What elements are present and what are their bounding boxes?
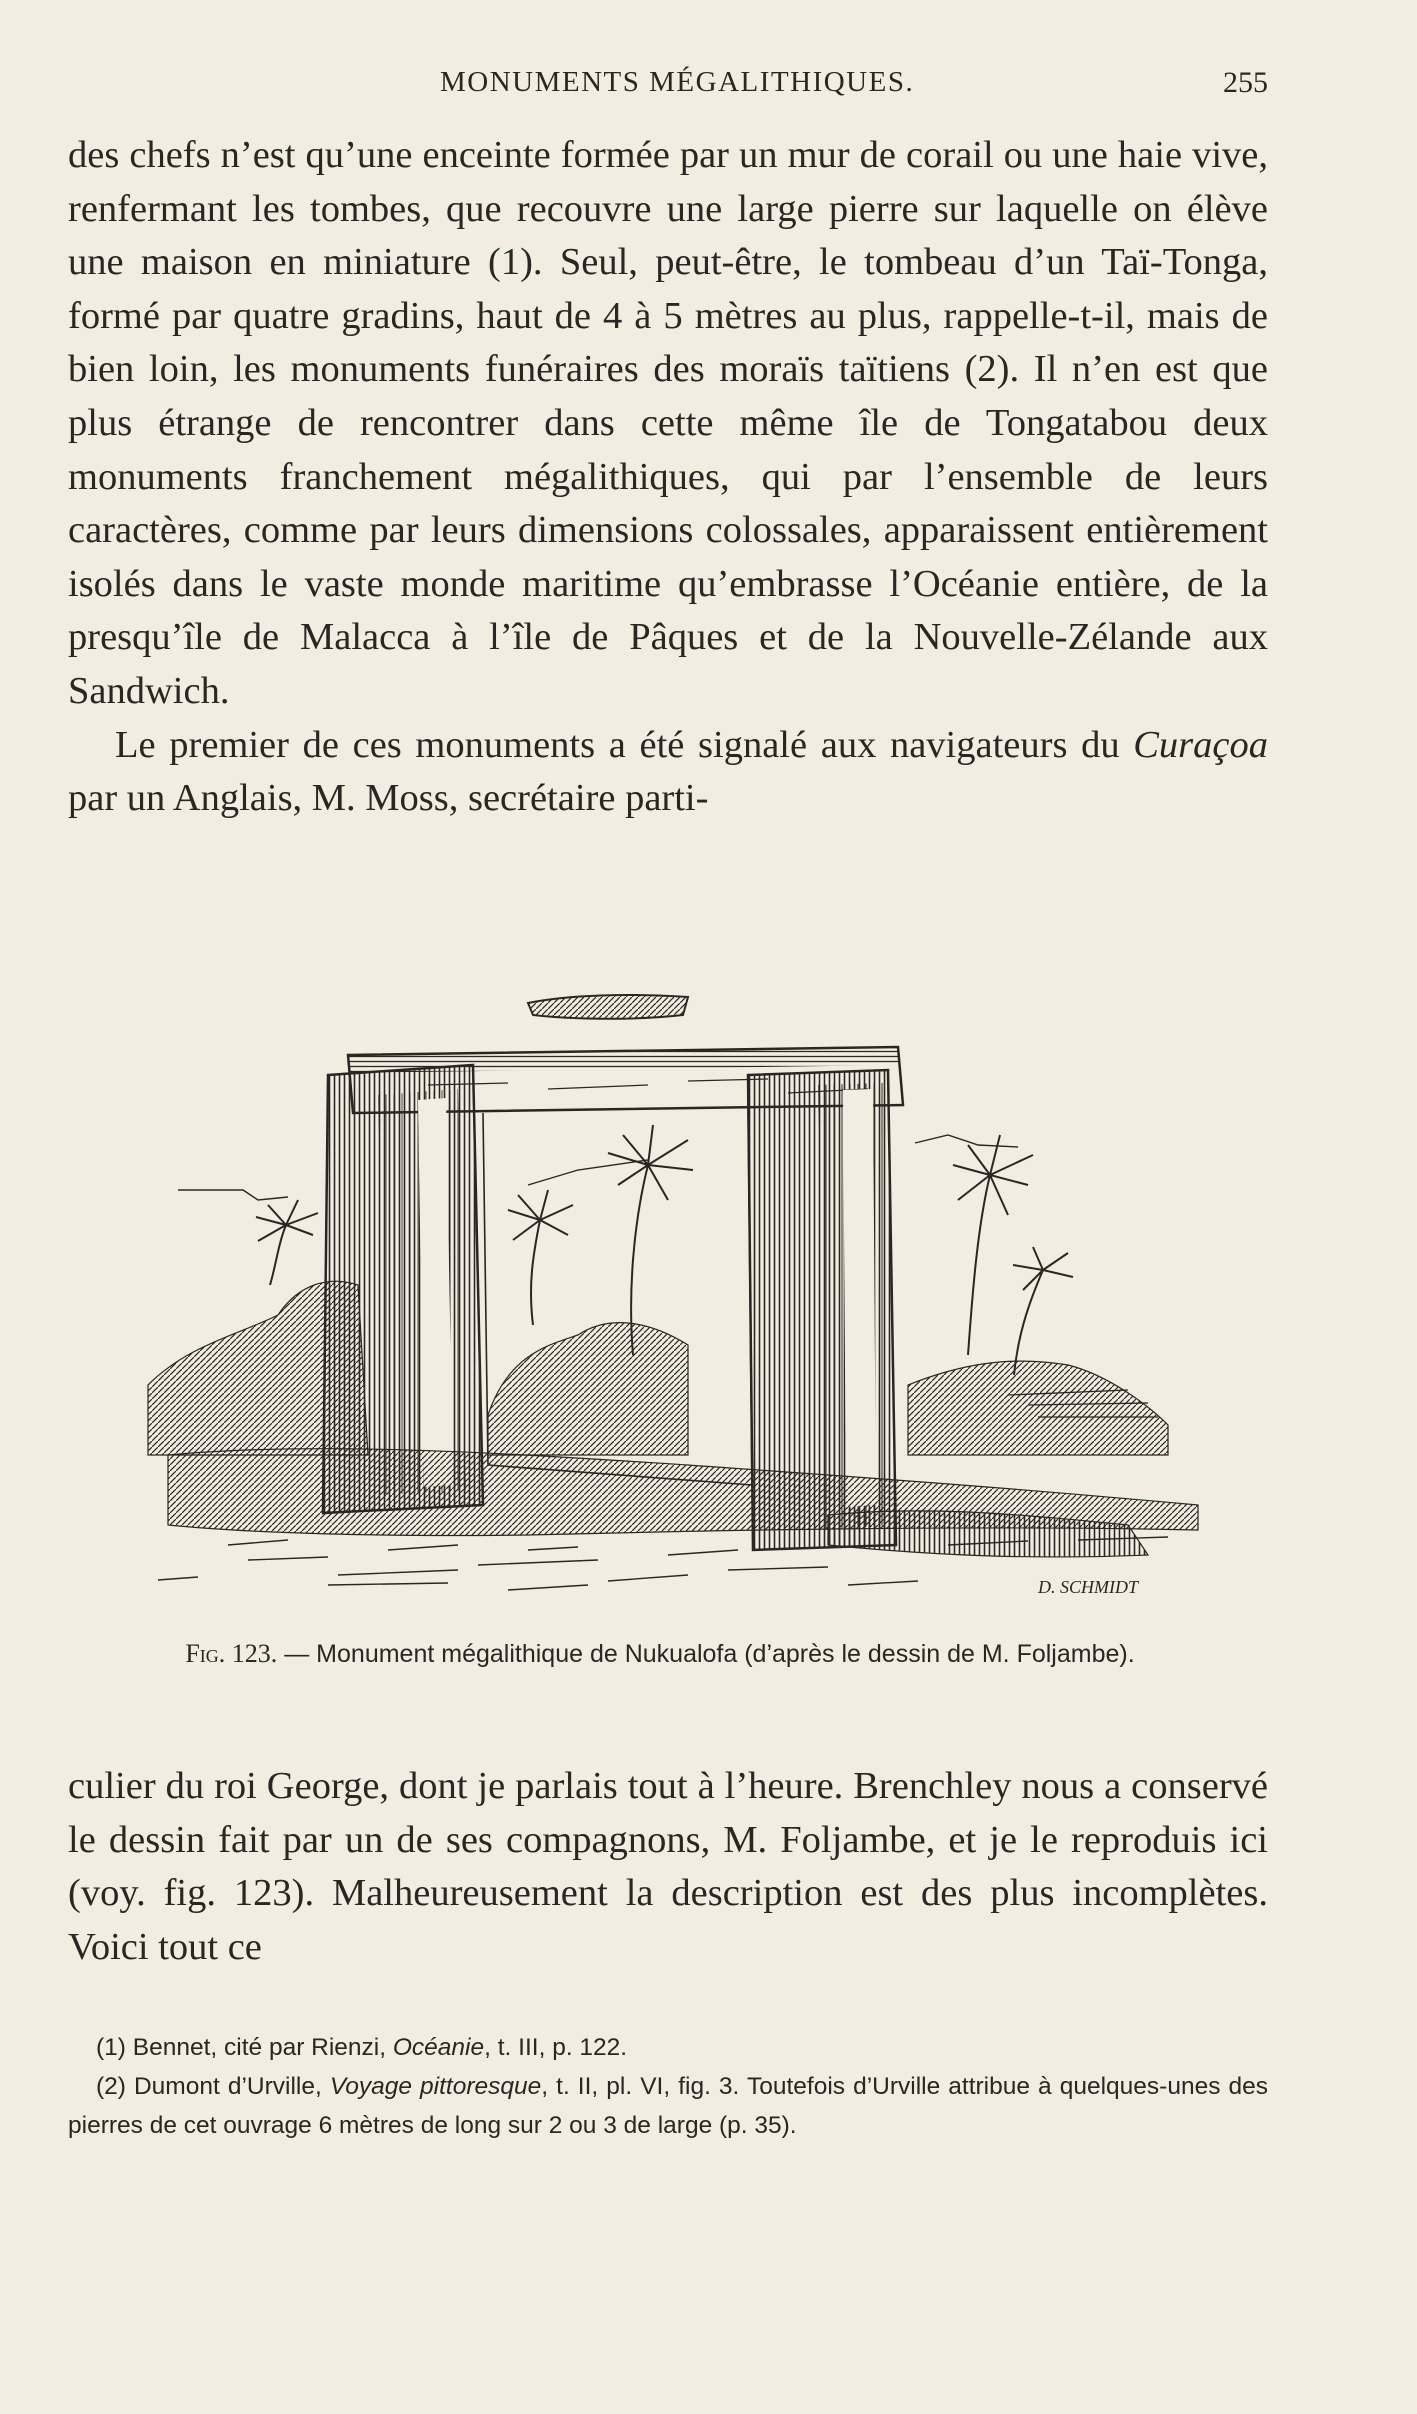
figure-caption (160, 1636, 1160, 1672)
paragraph: culier du roi George, dont je parlais tout à l’heure. Brenchley nous a conservé le dessin fait par un de ses compagnons, M. Foljambe, et je le reproduis ici (voy. fig. 123). Malheureusement la description est des plus incomplètes. Voici tout ce (68, 1765, 1268, 1968)
palm-right-tall (953, 1135, 1033, 1355)
figure-engraving (128, 985, 1228, 1605)
ship-name: Curaçoa (1133, 723, 1268, 766)
figure-caption-text: — Monument mégalithique de Nukualofa (d’après le dessin de M. Foljambe). (284, 1640, 1135, 1668)
paragraph: des chefs n’est qu’une enceinte formée par un mur de corail ou une haie vive, renfermant les tombes, que recouvre une large pierre sur laquelle on élève une maison en miniature (1). Seul, peut-être, le tombeau d’un Taï-Tonga, formé par quatre gradins, haut de 4 à 5 mètres au plus, rappelle-t-il, mais de bien loin, les monuments funéraires des moraïs taïtiens (2). Il n’en est que plus étrange de rencontrer dans cette même île de Tongatabou deux monuments franchement mégalithiques, qui par l’ensemble de leurs caractères, comme par leurs dimensions colossales, apparaissent entièrement isolés dans le vaste monde maritime qu’embrasse l’Océanie entière, de la presqu’île de Malacca à l’île de Pâques et de la Nouvelle-Zélande aux Sandwich. (68, 134, 1268, 712)
palm-left (256, 1200, 318, 1285)
engraver-signature: D. SCHMIDT (1038, 1577, 1139, 1597)
paragraph (68, 719, 1268, 826)
text-run: , t. III, p. 122. (484, 2034, 628, 2061)
palm-center-right (608, 1125, 693, 1355)
cited-title: Océanie (392, 2034, 485, 2061)
text-run: par un Anglais, M. Moss, secrétaire parti- (68, 777, 709, 820)
page-header (68, 66, 1268, 106)
page-number: 255 (1223, 66, 1268, 99)
text-run: Le premier de ces monuments a été signalé aux navigateurs du (115, 723, 1134, 766)
main-text-lower (68, 1760, 1268, 1974)
trilithon-illustration (128, 985, 1228, 1605)
text-run: (2) Dumont d’Urville, (96, 2073, 330, 2100)
text-run: (1) Bennet, cité par Rienzi, (96, 2034, 393, 2061)
center-bushes (488, 1323, 688, 1455)
footnote-2 (68, 2067, 1268, 2145)
footnote-1 (68, 2028, 1268, 2067)
palm-right-short (1013, 1247, 1073, 1375)
main-text-upper (68, 129, 1268, 826)
right-upright-highlight (843, 1089, 876, 1507)
running-title: MONUMENTS MÉGALITHIQUES. (440, 66, 915, 98)
footnotes (68, 2028, 1268, 2145)
cited-title: Voyage pittoresque (329, 2073, 542, 2100)
text-run: , t. II, pl. VI, fig. 3. Toutefois d’Urville attribue à quelques-unes des pierres de cet ouvrage 6 mètres de long sur 2 ou 3 de large (p. 35). (68, 2073, 1268, 2139)
figure-label: Fig. 123. (185, 1639, 278, 1668)
capstone (528, 995, 688, 1019)
right-bushes (908, 1361, 1168, 1455)
palm-center-left (508, 1190, 573, 1325)
